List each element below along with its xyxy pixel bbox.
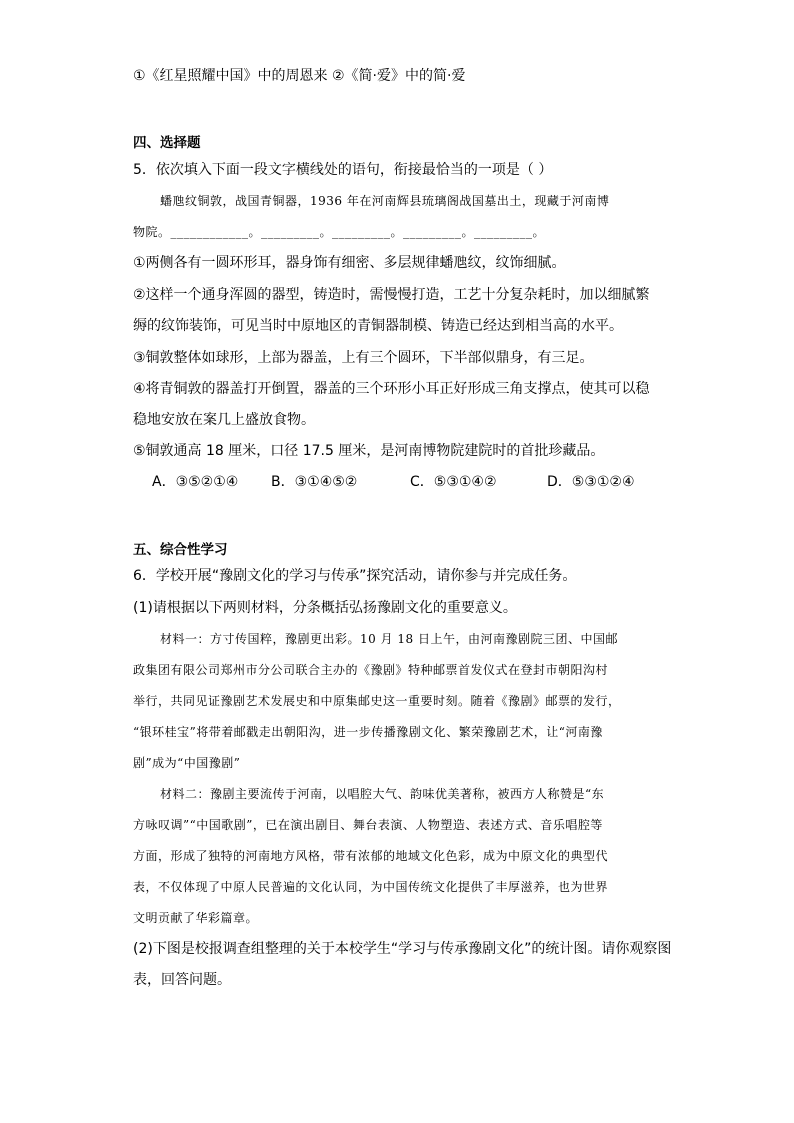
material-2-line-3: 方面，形成了独特的河南地方风格，带有浓郁的地域文化色彩，成为中原文化的典型代: [133, 849, 609, 863]
sentence-item-4-cont: 稳地安放在案几上盛放食物。: [133, 412, 315, 428]
option-d: D．⑤③①②④: [547, 474, 635, 490]
sentence-item-3: ③铜敦整体如球形，上部为器盖，上有三个圆环，下半部似鼎身，有三足。: [133, 350, 594, 366]
material-2-line-1: 材料二：豫剧主要流传于河南，以唱腔大气、韵味优美著称，被西方人称赞是“东: [160, 787, 605, 801]
passage-line-1: 蟠虺纹铜敦，战国青铜器，1936 年在河南辉县琉璃阁战国墓出土，现藏于河南博: [160, 194, 610, 208]
sentence-item-4: ④将青铜敦的器盖打开倒置，器盖的三个环形小耳正好形成三角支撑点，使其可以稳: [133, 381, 650, 397]
material-2-line-5: 文明贡献了华彩篇章。: [133, 911, 259, 925]
sub-question-2-line-2: 表，回答问题。: [133, 972, 231, 988]
material-1-line-2: 政集团有限公司郑州市分公司联合主办的《豫剧》特种邮票首发仪式在登封市朝阳沟村: [133, 663, 609, 677]
reading-answer-line: ①《红星照耀中国》中的周恩来 ②《简·爱》中的简·爱: [133, 68, 466, 84]
material-1-line-4: “银环桂宝”将带着邮戳走出朝阳沟，进一步传播豫剧文化、繁荣豫剧艺术，让“河南豫: [133, 725, 603, 739]
section-heading-choice: 四、选择题: [133, 135, 201, 151]
option-a: A．③⑤②①④: [152, 474, 239, 490]
section-heading-comprehensive: 五、综合性学习: [133, 542, 228, 558]
sub-question-2-line-1: (2)下图是校报调查组整理的关于本校学生“学习与传承豫剧文化”的统计图。请你观察图: [133, 941, 672, 957]
material-1-line-5: 剧”成为“中国豫剧”: [133, 756, 241, 770]
option-b: B．③①④⑤②: [271, 474, 358, 490]
sub-question-1: (1)请根据以下两则材料，分条概括弘扬豫剧文化的重要意义。: [133, 600, 517, 616]
question-5: 5．依次填入下面一段文字横线处的语句，衔接最恰当的一项是（ ）: [133, 162, 553, 178]
sentence-item-1: ①两侧各有一圆环形耳，器身饰有细密、多层规律蟠虺纹，纹饰细腻。: [133, 255, 566, 271]
material-2-line-4: 表，不仅体现了中原人民普遍的文化认同，为中国传统文化提供了丰厚滋养，也为世界: [133, 880, 609, 894]
question-6: 6．学校开展“豫剧文化的学习与传承”探究活动，请你参与并完成任务。: [133, 568, 577, 584]
sentence-item-5: ⑤铜敦通高 18 厘米，口径 17.5 厘米，是河南博物院建院时的首批珍藏品。: [133, 443, 605, 459]
option-c: C．⑤③①④②: [410, 474, 497, 490]
material-1-line-1: 材料一：方寸传国粹，豫剧更出彩。10 月 18 日上午，由河南豫剧院三团、中国邮: [160, 632, 618, 646]
material-1-line-3: 举行，共同见证豫剧艺术发展史和中原集邮史这一重要时刻。随着《豫剧》邮票的发行，: [133, 694, 621, 708]
sentence-item-2: ②这样一个通身浑圆的器型，铸造时，需慢慢打造，工艺十分复杂耗时，加以细腻繁: [133, 287, 650, 303]
passage-line-2-blanks: 物院。____________。_________。_________。_________。_________。: [133, 225, 546, 239]
sentence-item-2-cont: 缛的纹饰装饰，可见当时中原地区的青铜器制模、铸造已经达到相当高的水平。: [133, 318, 623, 334]
material-2-line-2: 方咏叹调”“中国歌剧”，已在演出剧目、舞台表演、人物塑造、表述方式、音乐唱腔等: [133, 818, 603, 832]
